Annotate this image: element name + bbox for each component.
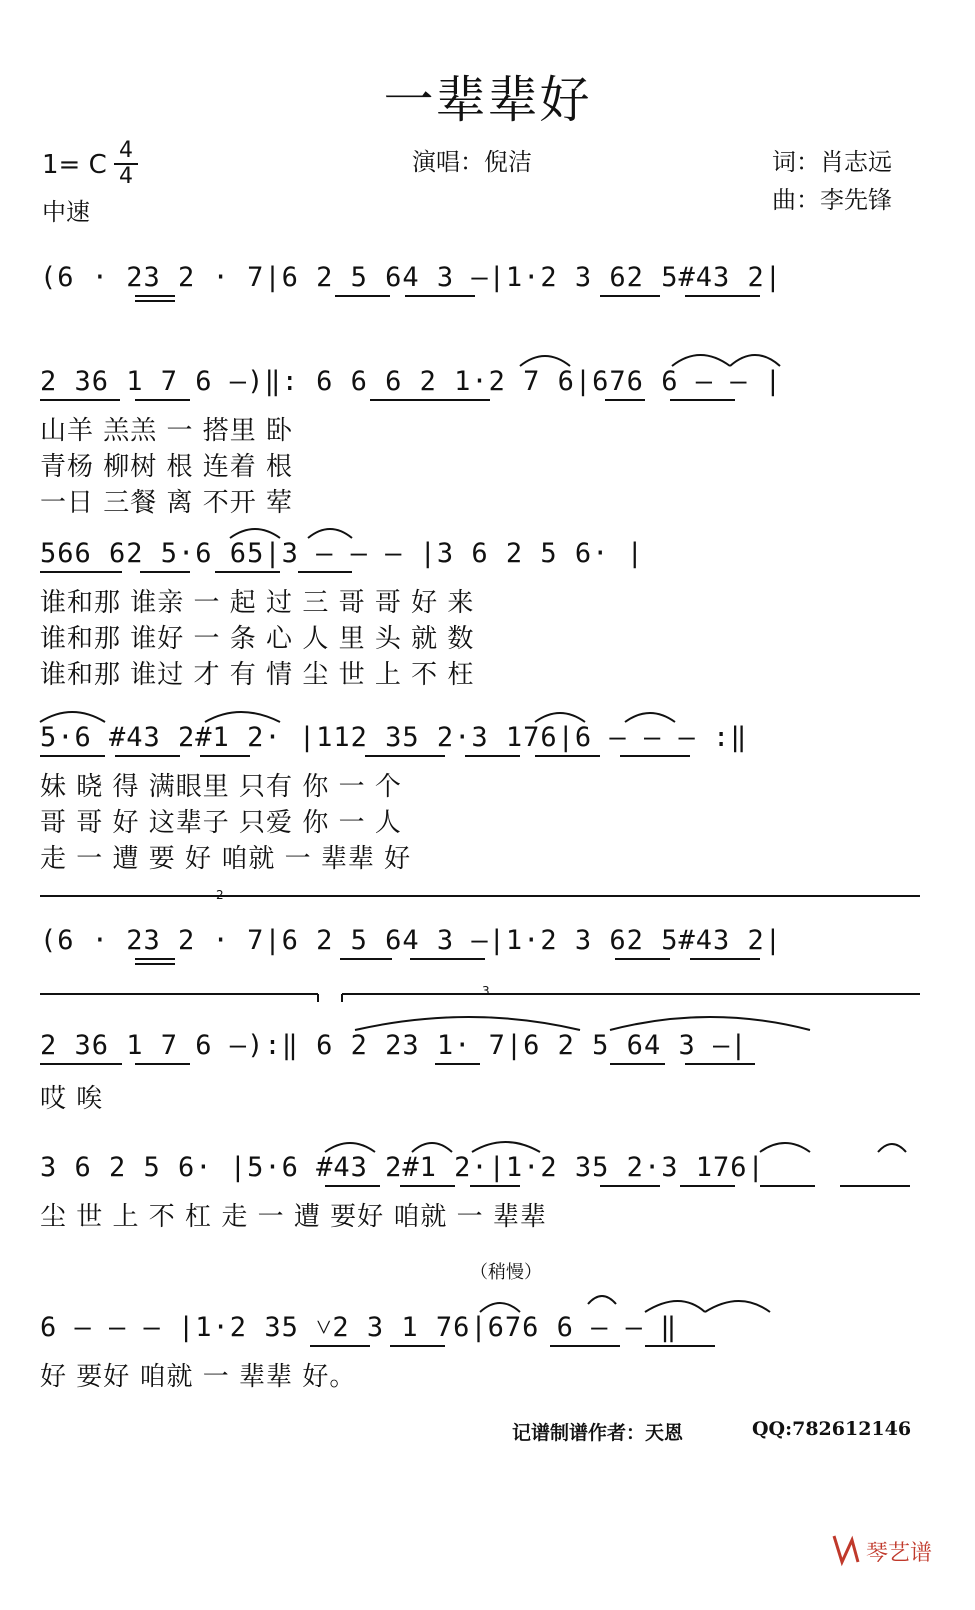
underline-marks: [40, 925, 930, 975]
qinyipu-logo: [830, 1530, 950, 1570]
lyricist-credit: 词：肖志远: [772, 148, 892, 176]
volta-bracket-2: [40, 888, 930, 908]
slur-marks: [40, 1030, 930, 1080]
tempo-marking: 中速: [42, 198, 90, 226]
volta-number-2: 2: [216, 888, 224, 902]
lyric-line: 哎 唉: [40, 1084, 104, 1114]
underline-marks: [40, 262, 930, 312]
lyric-verse-2: 谁和那 谁好 一 条 心 人 里 头 就 数: [40, 624, 475, 654]
volta-number-3: 3: [482, 984, 490, 998]
slur-marks: [40, 722, 930, 772]
slur-marks: [40, 1152, 930, 1202]
lyric-verse-3: 走 一 遭 要 好 咱就 一 辈辈 好: [40, 844, 412, 874]
slur-marks: [40, 538, 930, 588]
slur-marks: [40, 1312, 930, 1362]
time-signature-top: 4: [119, 138, 133, 163]
notation-line: (6 · 23 2 · 7|6 2 5 64 3 –|1·2 3 62 5#43 2|: [40, 262, 782, 293]
notation-line: (6 · 23 2 · 7|6 2 5 64 3 –|1·2 3 62 5#43 2|: [40, 925, 782, 956]
lyric-verse-1: 妹 晓 得 满眼里 只有 你 一 个: [40, 772, 402, 802]
qq-contact: QQ:782612146: [752, 1418, 912, 1440]
lyric-line: 好 要好 咱就 一 辈辈 好。: [40, 1362, 357, 1392]
notation-line: 2 36 1 7 6 –):‖ 6 2 23 1· 7|6 2 5 64 3 –|: [40, 1030, 748, 1061]
lyric-verse-3: 一日 三餐 离 不开 荤: [40, 488, 294, 518]
transcriber-credit: 记谱制谱作者：天恩: [512, 1422, 684, 1444]
lyric-verse-1: 山羊 羔羔 一 搭里 卧: [40, 416, 294, 446]
notation-line: 566 62 5·6 65|3 – – – |3 6 2 5 6· |: [40, 538, 644, 569]
time-signature-bottom: 4: [119, 164, 133, 189]
slur-marks: [40, 366, 930, 416]
composer-credit: 曲：李先锋: [772, 186, 892, 214]
logo-icon: [830, 1530, 950, 1570]
tempo-change-marking: （稍慢）: [470, 1262, 542, 1283]
lyric-verse-2: 青杨 柳树 根 连着 根: [40, 452, 294, 482]
lyric-verse-2: 哥 哥 好 这辈子 只爱 你 一 人: [40, 808, 402, 838]
notation-line: 5·6 #43 2#1 2· |112 35 2·3 176|6 – – – :‖: [40, 722, 748, 753]
logo-text: 琴艺谱: [866, 1541, 933, 1566]
notation-line: 2 36 1 7 6 –)‖: 6 6 6 2 1·2 7 6|676 6 – – |: [40, 366, 782, 397]
notation-line: 3 6 2 5 6· |5·6 #43 2#1 2·|1·2 35 2·3 176|: [40, 1152, 765, 1183]
song-title: 一辈辈好: [383, 71, 592, 129]
time-signature: [112, 140, 140, 188]
lyric-verse-1: 谁和那 谁亲 一 起 过 三 哥 哥 好 来: [40, 588, 475, 618]
singer-credit: 演唱：倪洁: [412, 148, 532, 176]
lyric-line: 尘 世 上 不 杠 走 一 遭 要好 咱就 一 辈辈: [40, 1202, 547, 1232]
lyric-verse-3: 谁和那 谁过 才 有 情 尘 世 上 不 枉: [40, 660, 475, 690]
key-signature: 1= C: [42, 150, 107, 180]
notation-line: 6 – – – |1·2 35 ˅2 3 1 76|676 6 – – ‖: [40, 1312, 678, 1343]
